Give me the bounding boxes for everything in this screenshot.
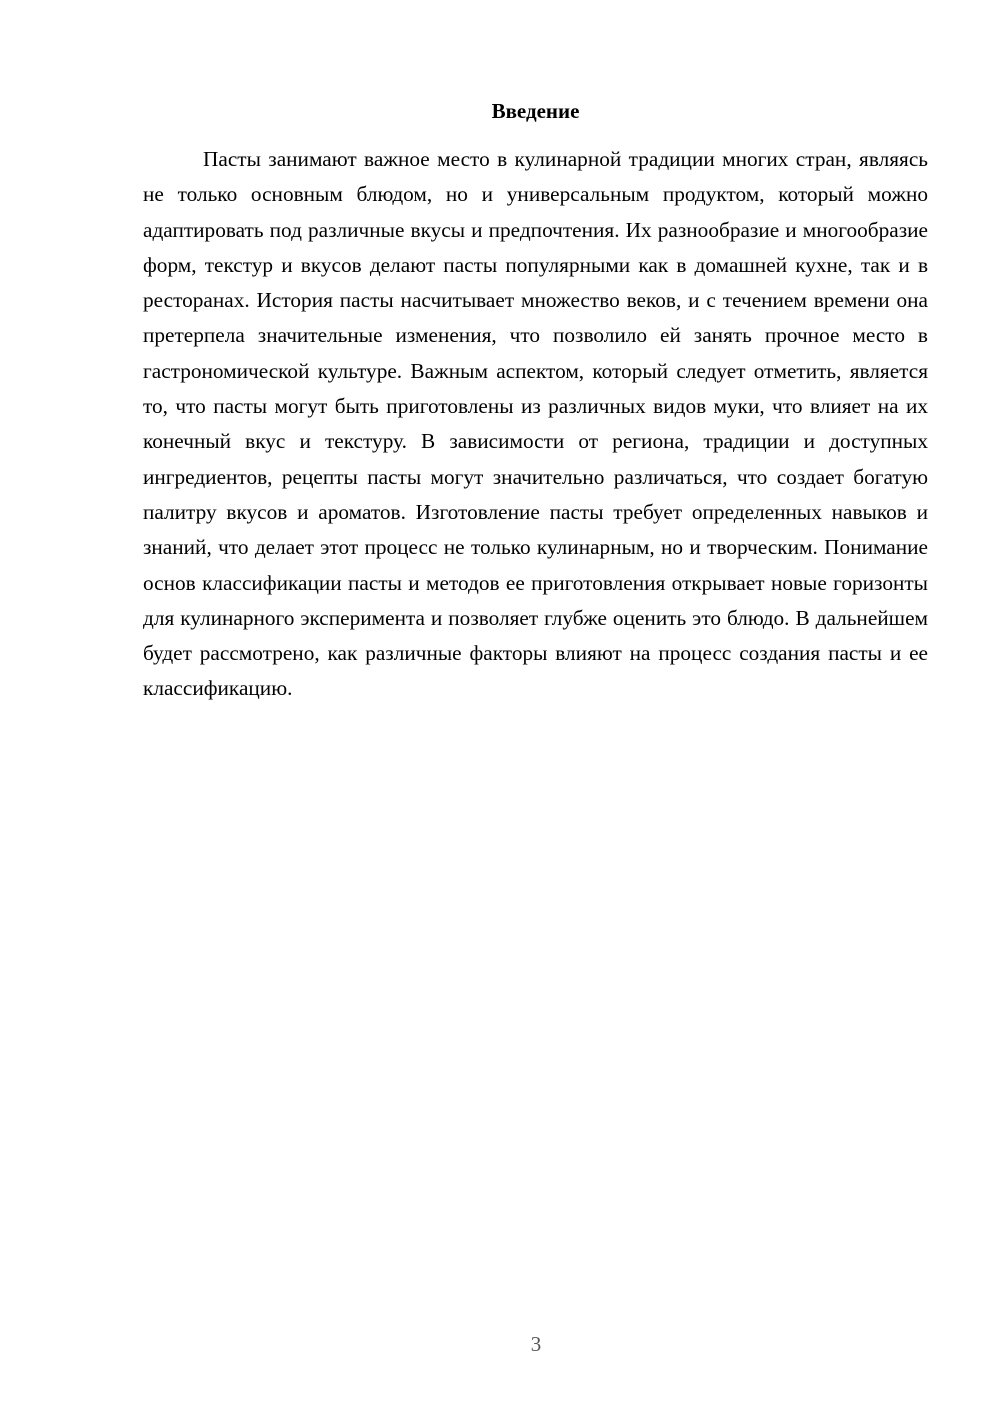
section-heading: Введение [491, 99, 580, 123]
page-number: 3 [530, 1332, 542, 1356]
body-paragraph: Пасты занимают важное место в кулинарной традиции многих стран, являясь не только основным блюдом, но и универсальным продуктом, который можно адаптировать под различные вкусы и предпочтения. Их разнообразие и многообразие форм, текстур и вкусов делают пасты популярными как в домашней кухне, так и в ресторанах. История пасты насчитывает множество веков, и с течением времени она претерпела значительные изменения, что позволило ей занять прочное место в гастрономической культуре. Важным аспектом, который следует отметить, является то, что пасты могут быть приготовлены из различных видов муки, что влияет на их конечный вкус и текстуру. В зависимости от региона, традиции и доступных ингредиентов, рецепты пасты могут значительно различаться, что создает богатую палитру вкусов и ароматов. Изготовление пасты требует определенных навыков и знаний, что делает этот процесс не только кулинарным, но и творческим. Понимание основ классификации пасты и методов ее приготовления открывает новые горизонты для кулинарного эксперимента и позволяет глубже оценить это блюдо. В дальнейшем будет рассмотрено, как различные факторы влияют на процесс создания пасты и ее классификацию. [143, 147, 928, 701]
